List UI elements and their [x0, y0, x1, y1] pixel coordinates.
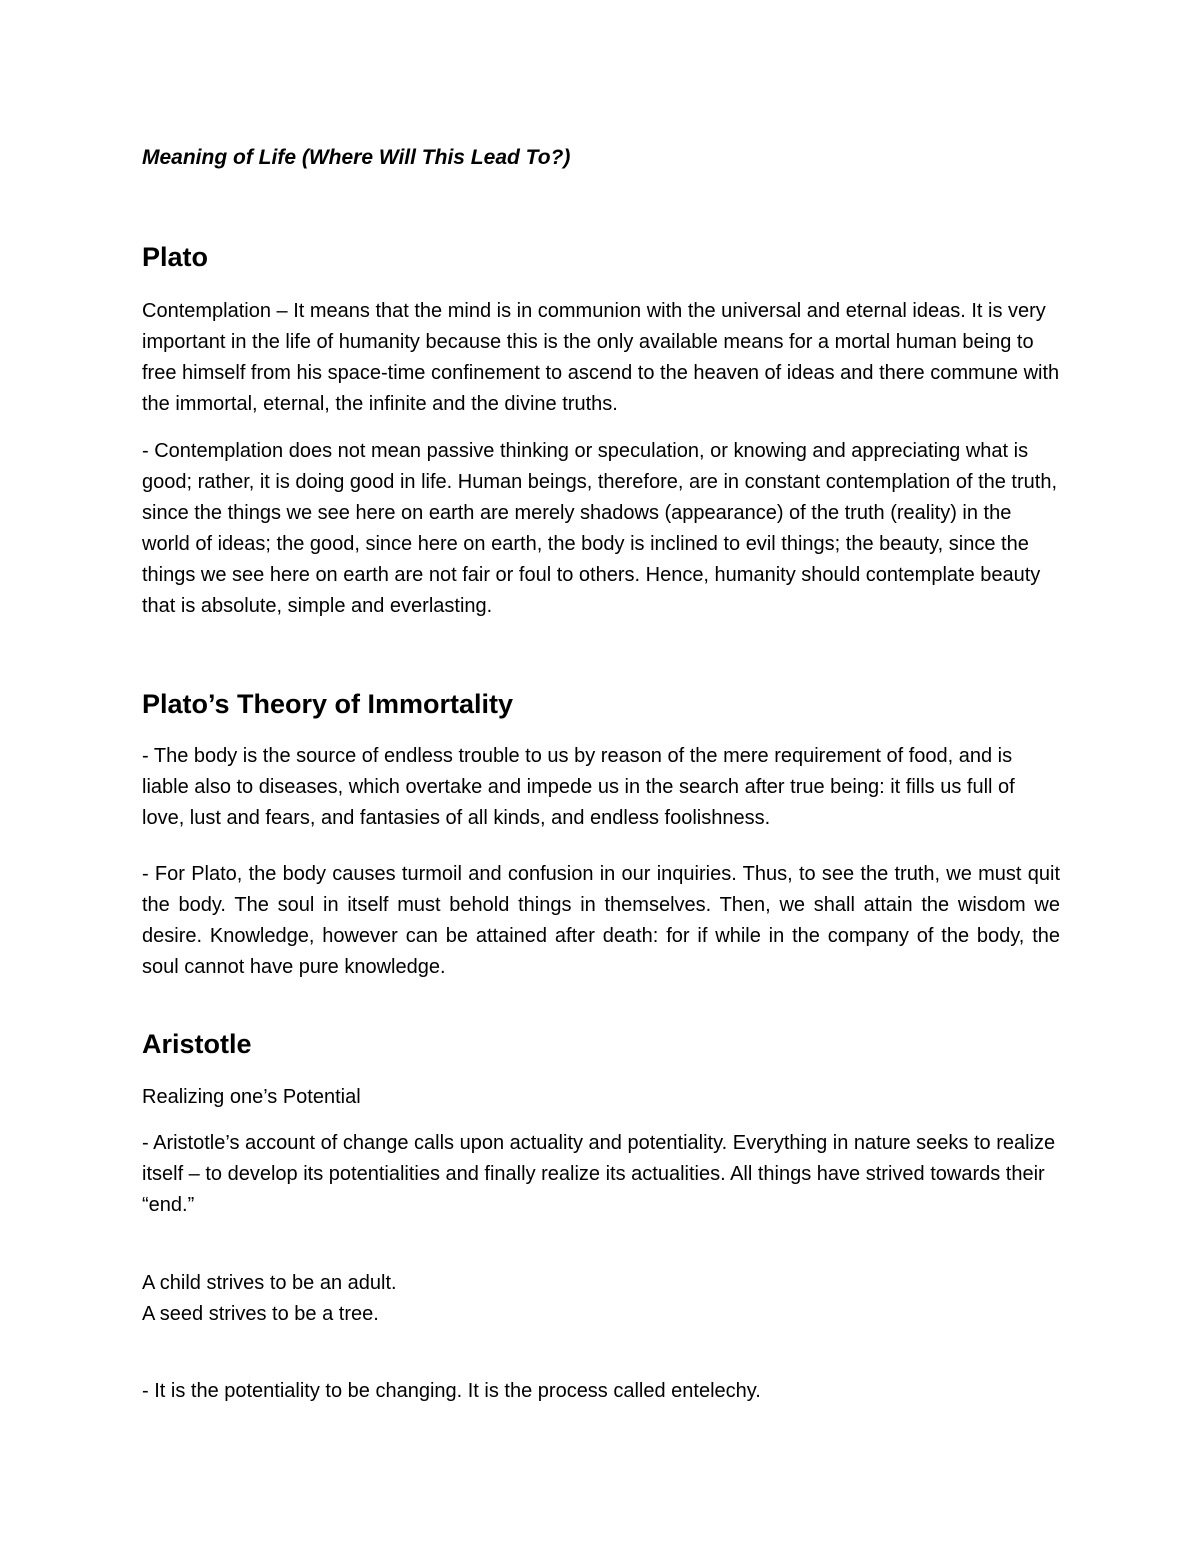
immortality-body-paragraph: - The body is the source of endless trouble to us by reason of the mere requirement of food, and is liable also to diseases, which overtake and impede us in the search after true being: it fills us full of love, lust and fears, and fantasies of all kinds, and endless foolishness. [142, 745, 1015, 829]
document-title: Meaning of Life (Where Will This Lead To?) [142, 146, 571, 169]
plato-contemplation-detail-paragraph: - Contemplation does not mean passive thinking or speculation, or knowing and appreciating what is good; rather, it is doing good in life. Human beings, therefore, are in constant contemplation of the truth, since the things we see here on earth are merely shadows (appearance) of the truth (reality) in the world of ideas; the good, since here on earth, the body is inclined to evil things; the beauty, since the things we see here on earth are not fair or foul to others. Hence, humanity should contemplate beauty that is absolute, simple and everlasting. [142, 440, 1057, 617]
aristotle-example-seed: A seed strives to be a tree. [142, 1303, 379, 1325]
aristotle-subheading: Realizing one’s Potential [142, 1086, 361, 1108]
aristotle-entelechy-paragraph: - It is the potentiality to be changing. It is the process called entelechy. [142, 1380, 761, 1402]
aristotle-change-paragraph: - Aristotle’s account of change calls upon actuality and potentiality. Everything in nature seeks to realize itself – to develop its potentialities and finally realize its actualities. All things have strived towards their “end.” [142, 1132, 1056, 1216]
aristotle-example-child: A child strives to be an adult. [142, 1272, 397, 1294]
heading-plato-immortality: Plato’s Theory of Immortality [142, 689, 514, 719]
plato-contemplation-paragraph: Contemplation – It means that the mind is in communion with the universal and eternal ideas. It is very important in the life of humanity because this is the only available means for a mortal human being to free himself from his space-time confinement to ascend to the heaven of ideas and there commune with the immortal, eternal, the infinite and the divine truths. [142, 300, 1060, 415]
heading-aristotle: Aristotle [142, 1029, 252, 1059]
heading-plato: Plato [142, 242, 209, 272]
immortality-truth-paragraph: - For Plato, the body causes turmoil and confusion in our inquiries. Thus, to see the truth, we must quit the body. The soul in itself must behold things in themselves. Then, we shall attain the wisdom we desire. Knowledge, however can be attained after death: for if while in the company of the body, the soul cannot have pure knowledge. [142, 863, 1060, 978]
